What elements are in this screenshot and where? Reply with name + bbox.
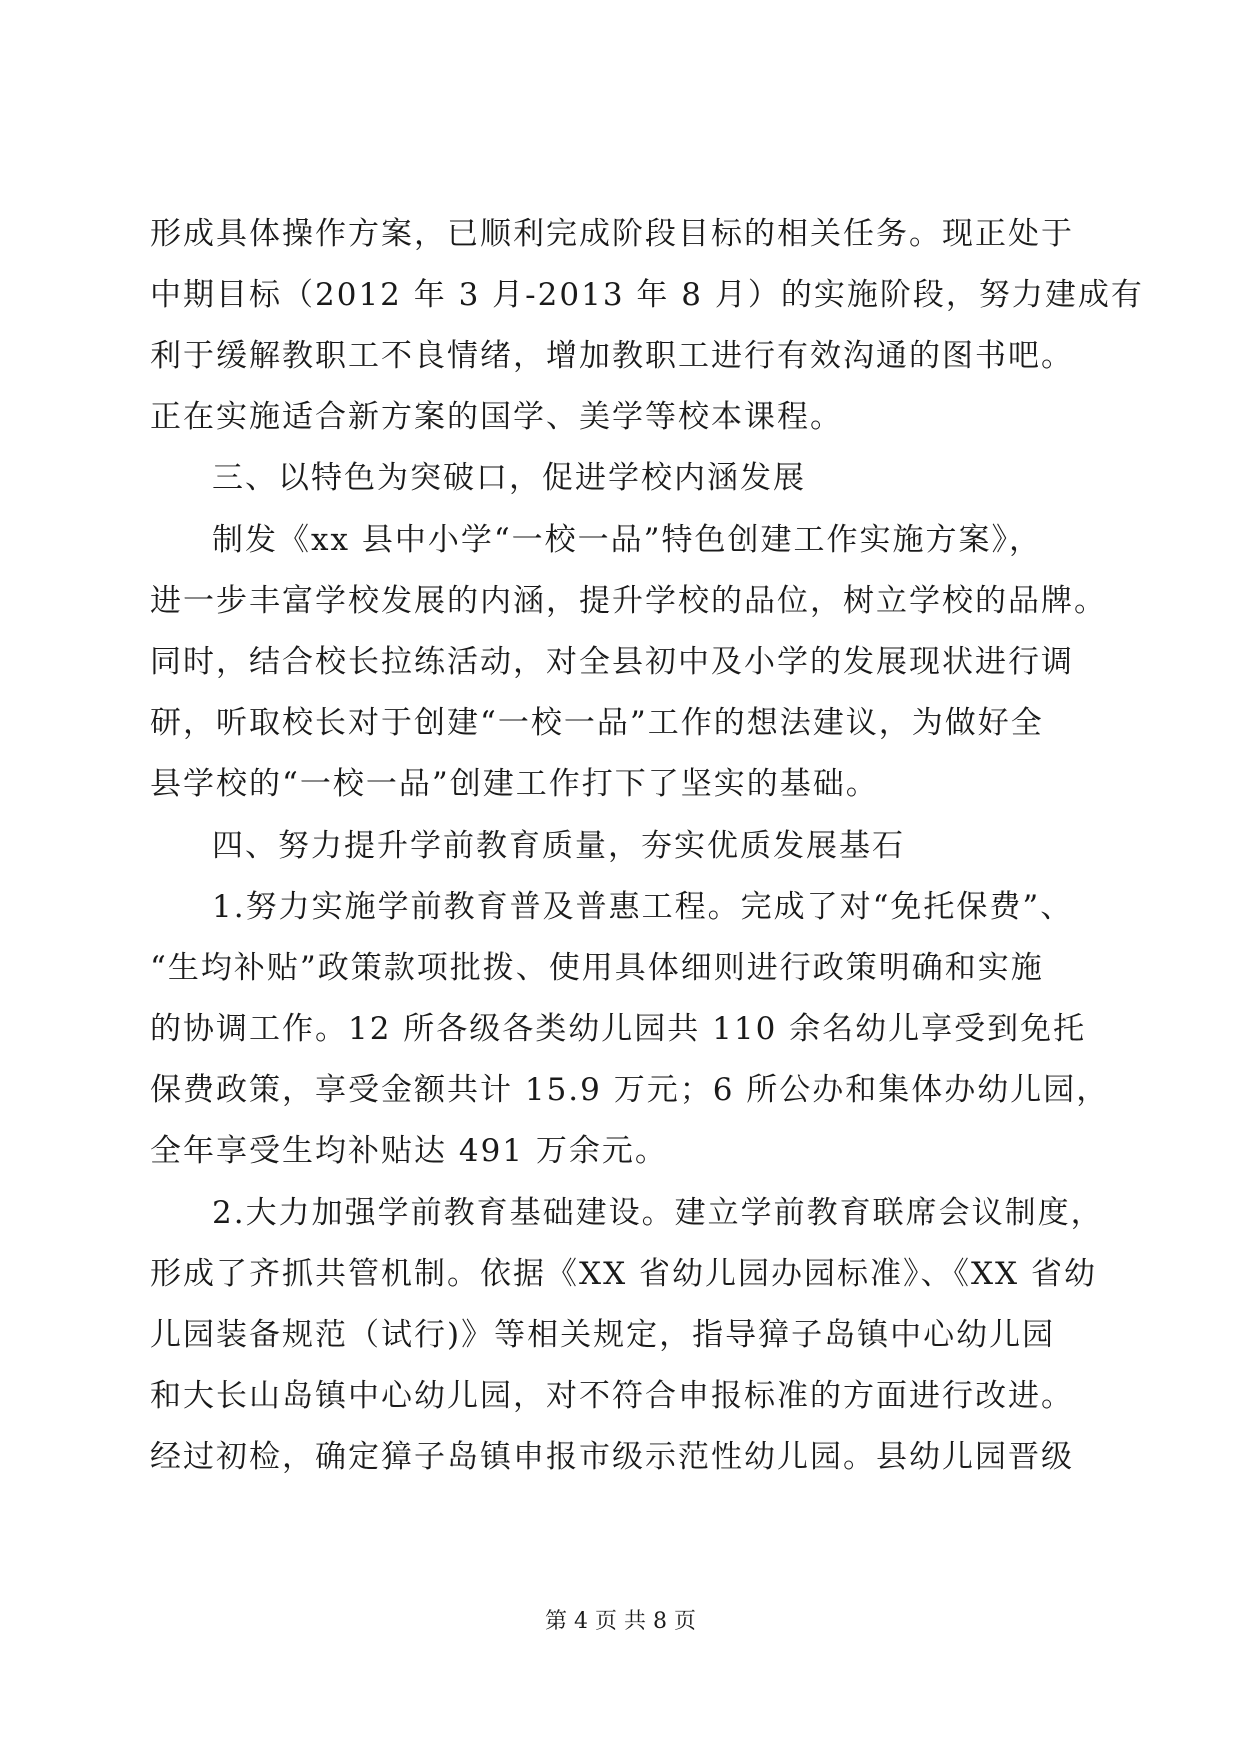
text-line: 经过初检，确定獐子岛镇申报市级示范性幼儿园。县幼儿园晋级 xyxy=(150,1439,1074,1475)
text-line: 儿园装备规范（试行)》等相关规定，指导獐子岛镇中心幼儿园 xyxy=(150,1317,1056,1353)
text-line: “生均补贴”政策款项批拨、使用具体细则进行政策明确和实施 xyxy=(150,950,1044,986)
text-line: 保费政策，享受金额共计 15.9 万元；6 所公办和集体办幼儿园， xyxy=(150,1072,1110,1108)
text-line: 研，听取校长对于创建“一校一品”工作的想法建议，为做好全 xyxy=(150,705,1044,741)
text-line: 进一步丰富学校发展的内涵，提升学校的品位，树立学校的品牌。 xyxy=(150,583,1107,619)
text-line: 形成具体操作方案，已顺利完成阶段目标的相关任务。现正处于 xyxy=(150,216,1074,252)
text-line: 全年享受生均补贴达 491 万余元。 xyxy=(150,1133,668,1169)
text-line: 和大长山岛镇中心幼儿园，对不符合申报标准的方面进行改进。 xyxy=(150,1378,1074,1414)
text-line: 制发《xx 县中小学“一校一品”特色创建工作实施方案》， xyxy=(212,522,1043,558)
section-heading: 三、以特色为突破口，促进学校内涵发展 xyxy=(212,460,806,496)
text-line: 利于缓解教职工不良情绪，增加教职工进行有效沟通的图书吧。 xyxy=(150,338,1074,374)
text-line: 形成了齐抓共管机制。依据《XX 省幼儿园办园标准》、《XX 省幼 xyxy=(150,1256,1097,1292)
text-line: 1.努力实施学前教育普及普惠工程。完成了对“免托保费”、 xyxy=(212,889,1074,925)
page-number-footer: 第 4 页 共 8 页 xyxy=(545,1609,696,1634)
section-heading: 四、努力提升学前教育质量，夯实优质发展基石 xyxy=(212,828,905,864)
text-line: 县学校的“一校一品”创建工作打下了坚实的基础。 xyxy=(150,766,879,802)
text-line: 中期目标（2012 年 3 月-2013 年 8 月）的实施阶段，努力建成有 xyxy=(150,277,1144,313)
text-line: 同时，结合校长拉练活动，对全县初中及小学的发展现状进行调 xyxy=(150,644,1074,680)
text-line: 2.大力加强学前教育基础建设。建立学前教育联席会议制度， xyxy=(212,1195,1104,1231)
text-line: 正在实施适合新方案的国学、美学等校本课程。 xyxy=(150,399,843,435)
text-line: 的协调工作。12 所各级各类幼儿园共 110 余名幼儿享受到免托 xyxy=(150,1011,1087,1047)
